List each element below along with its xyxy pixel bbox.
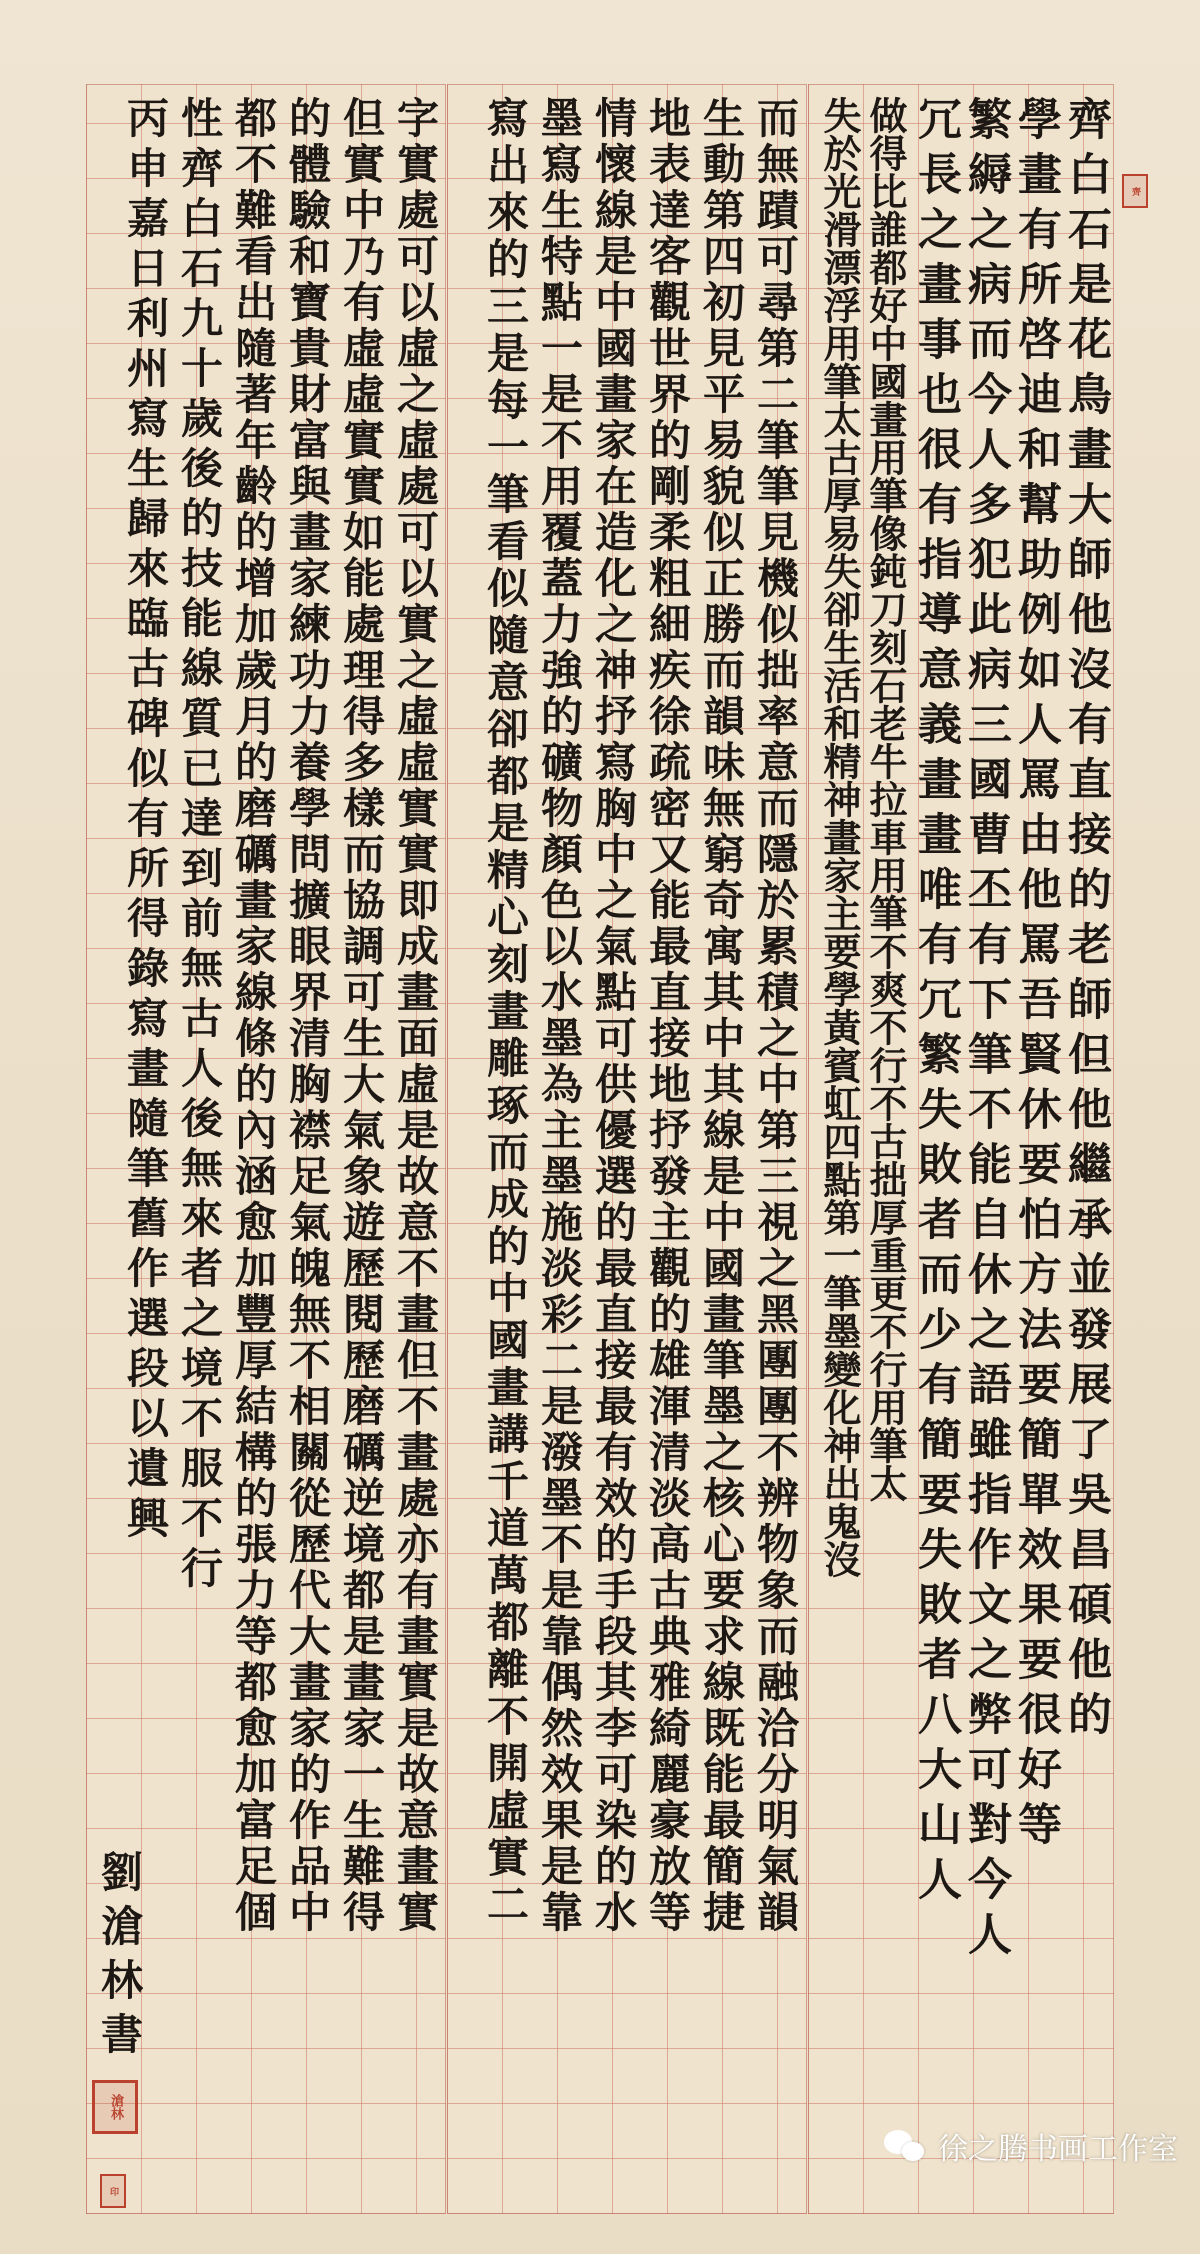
calligraphy-column-9: 地表達客觀世界的剛柔粗細疾徐疏密又能最直接地抒發主觀的雄渾清淡高古典雅綺麗豪放等 (643, 96, 692, 1936)
calligraphy-column-3: 繁縟之病而今人多犯此病三國曹丕有下筆不能自休之語雖指作文之弊可對今人 (960, 96, 1011, 1966)
calligraphy-column-6: 失於光滑漂浮用筆太古厚易失卻生活和精神畫家主要學黃賓虹四點第一筆墨變化神出鬼沒 (817, 96, 862, 1578)
calligraphy-column-10: 情懷線是中國畫家在造化之神抒寫胸中之氣點可供優選的最直接最有效的手段其李可染的水 (589, 96, 638, 1936)
watermark-text: 徐之腾书画工作室 (938, 2132, 1178, 2167)
calligraphy-column-7: 而無蹟可尋第二筆筆見機似拙率意而隱於累積之中第三視之黑團團不辨物象而融洽分明氣韻 (751, 96, 800, 1936)
seal-top-right: 齊 (1122, 174, 1148, 208)
calligraphy-column-11: 墨寫生特點一是不用覆蓋力強的礦物顏色以水墨為主墨施淡彩二是潑墨不是靠偶然效果是靠 (535, 96, 584, 1936)
calligraphy-column-15: 的體驗和寶貴財富與畫家練功力養學問擴眼界清胸襟足氣魄無不相關從歷代大畫家的作品中 (283, 96, 332, 1936)
artist-seal: 滄林 (92, 2080, 138, 2134)
calligraphy-column-17: 性齊白石九十歲後的技能線質已達到前無古人後無來者之境不服不行 (175, 96, 224, 1596)
calligraphy-column-14: 但實中乃有虛虛實實如能處理得多樣而協調可生大氣象遊歷閱歷磨礪逆境都是畫家一生難得 (337, 96, 386, 1936)
artist-signature: 劉滄林書 (95, 1850, 144, 2066)
calligraphy-column-18: 丙申嘉日利州寫生歸來臨古碑似有所得錄寫畫隨筆舊作選段以遺興 (121, 96, 170, 1546)
calligraphy-column-5: 做得比誰都好中國畫用筆像鈍刀刻石老牛拉車用筆不爽不行不古拙厚重更不行用筆太 (863, 96, 908, 1502)
calligraphy-column-4: 冗長之畫事也很有指導意義畫畫唯有冗繁失敗者而少有簡要失敗者八大山人 (910, 96, 961, 1911)
calligraphy-column-1: 齊白石是花鳥畫大師他沒有直接的老師但他繼承並發展了吳昌碩他的 (1060, 96, 1111, 1746)
calligraphy-column-2: 學畫有所啓迪和幫助例如人罵由他罵吾賢休要怕方法要簡單效果要很好等 (1010, 96, 1061, 1856)
calligraphy-column-8: 生動第四初見平易貌似正勝而韻味無窮奇寓其中其線是中國畫筆墨之核心要求線既能最簡捷 (697, 96, 746, 1936)
wechat-icon (884, 2128, 928, 2164)
calligraphy-column-16: 都不難看出隨著年齡的增加歲月的磨礪畫家線條的內涵愈加豐厚結構的張力等都愈加富足個 (229, 96, 278, 1936)
artist-seal-small: 印 (100, 2174, 126, 2208)
calligraphy-column-13: 字實處可以虛之虛處可以實之虛虛實實即成畫面虛是故意不畫但不畫處亦有畫實是故意畫實 (391, 96, 440, 1936)
calligraphy-column-12: 寫出來的三是每一筆看似隨意卻都是精心刻畫雕琢而成的中國畫講千道萬都離不開虛實二 (481, 96, 530, 1929)
watermark (884, 2124, 1178, 2168)
